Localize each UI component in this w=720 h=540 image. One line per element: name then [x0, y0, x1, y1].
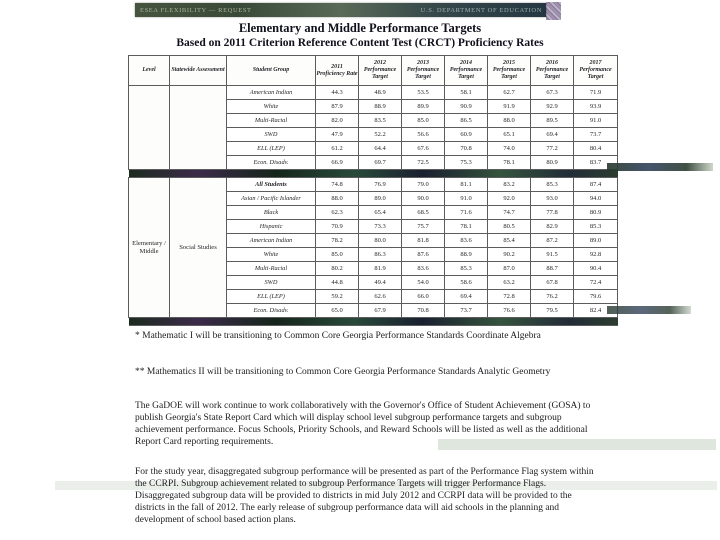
student-group-cell: White — [227, 248, 316, 262]
student-group-cell: ELL (LEP) — [227, 290, 316, 304]
value-cell: 66.9 — [316, 156, 359, 170]
value-cell: 82.9 — [531, 220, 574, 234]
column-header: 2012 Performance Target — [359, 56, 402, 86]
value-cell: 78.1 — [488, 156, 531, 170]
value-cell: 77.8 — [531, 206, 574, 220]
value-cell: 80.2 — [316, 262, 359, 276]
value-cell: 88.9 — [359, 100, 402, 114]
value-cell: 79.5 — [531, 304, 574, 318]
value-cell: 48.9 — [359, 86, 402, 100]
value-cell: 90.2 — [488, 248, 531, 262]
value-cell: 74.0 — [488, 142, 531, 156]
value-cell: 70.8 — [445, 142, 488, 156]
value-cell: 78.2 — [316, 234, 359, 248]
level-cell — [129, 86, 170, 170]
value-cell: 92.9 — [531, 100, 574, 114]
value-cell: 75.3 — [445, 156, 488, 170]
value-cell: 85.3 — [445, 262, 488, 276]
student-group-cell: White — [227, 100, 316, 114]
value-cell: 78.1 — [445, 220, 488, 234]
separator-band — [129, 318, 618, 326]
value-cell: 94.0 — [574, 192, 618, 206]
value-cell: 67.9 — [359, 304, 402, 318]
assessment-cell — [170, 86, 227, 170]
value-cell: 67.3 — [531, 86, 574, 100]
paragraph-gadoe-report-card: The GaDOE will work continue to work collaboratively with the Governor's Office of Student Achievement (GOSA) to publish Georgia's State Report Card which will display school level subgroup performance targets and subgroup achievement performance. Focus Schools, Priority Schools, and Reward Schools will be listed as well as the additional Report Card reporting requirements. — [135, 401, 591, 447]
value-cell: 70.9 — [316, 220, 359, 234]
value-cell: 52.2 — [359, 128, 402, 142]
assessment-cell: Social Studies — [170, 178, 227, 318]
value-cell: 79.0 — [402, 178, 445, 192]
scan-artifact-thumbnail — [546, 2, 561, 20]
value-cell: 87.0 — [488, 262, 531, 276]
value-cell: 85.3 — [574, 220, 618, 234]
level-cell: Elementary / Middle — [129, 178, 170, 318]
student-group-cell: Econ. Disadv. — [227, 304, 316, 318]
value-cell: 90.0 — [402, 192, 445, 206]
student-group-cell: Econ. Disadv. — [227, 156, 316, 170]
value-cell: 83.5 — [359, 114, 402, 128]
value-cell: 65.4 — [359, 206, 402, 220]
page-title — [0, 21, 720, 50]
value-cell: 47.9 — [316, 128, 359, 142]
header-right-text: U.S. DEPARTMENT OF EDUCATION — [420, 6, 542, 14]
paragraph-performance-flags: For the study year, disaggregated subgroup performance will be presented as part of the Performance Flag system within the CCRPI. Subgroup achievement related to subgroup Performance Targets will trigger Performance Flags. Disaggregated subgroup data will be provided to districts in mid July 2012 and CCRPI data will be provided to the districts in the fall of 2012. The early release of subgroup performance data will aid schools in the planning and development of school based action plans. — [135, 467, 594, 525]
value-cell: 63.2 — [488, 276, 531, 290]
value-cell: 82.4 — [574, 304, 618, 318]
value-cell: 88.0 — [488, 114, 531, 128]
value-cell: 80.5 — [488, 220, 531, 234]
value-cell: 44.8 — [316, 276, 359, 290]
student-group-cell: Hispanic — [227, 220, 316, 234]
student-group-cell: Multi-Racial — [227, 262, 316, 276]
value-cell: 73.7 — [445, 304, 488, 318]
value-cell: 74.8 — [316, 178, 359, 192]
page-title-line1: Elementary and Middle Performance Targets — [238, 21, 482, 35]
value-cell: 80.9 — [574, 206, 618, 220]
document-header-bar — [135, 3, 547, 17]
value-cell: 88.9 — [445, 248, 488, 262]
student-group-cell: SWD — [227, 128, 316, 142]
value-cell: 89.5 — [531, 114, 574, 128]
student-group-cell: American Indian — [227, 86, 316, 100]
column-header: Student Group — [227, 56, 316, 86]
student-group-cell: All Students — [227, 178, 316, 192]
value-cell: 73.3 — [359, 220, 402, 234]
value-cell: 83.6 — [445, 234, 488, 248]
table-body — [129, 86, 618, 326]
value-cell: 81.8 — [402, 234, 445, 248]
value-cell: 92.8 — [574, 248, 618, 262]
value-cell: 77.2 — [531, 142, 574, 156]
value-cell: 72.5 — [402, 156, 445, 170]
value-cell: 66.0 — [402, 290, 445, 304]
student-group-cell: Asian / Pacific Islander — [227, 192, 316, 206]
value-cell: 67.6 — [402, 142, 445, 156]
value-cell: 80.0 — [359, 234, 402, 248]
student-group-cell: Multi-Racial — [227, 114, 316, 128]
value-cell: 76.2 — [531, 290, 574, 304]
value-cell: 81.1 — [445, 178, 488, 192]
value-cell: 70.8 — [402, 304, 445, 318]
value-cell: 92.0 — [488, 192, 531, 206]
value-cell: 85.0 — [316, 248, 359, 262]
value-cell: 62.3 — [316, 206, 359, 220]
value-cell: 67.8 — [531, 276, 574, 290]
value-cell: 86.3 — [359, 248, 402, 262]
value-cell: 53.5 — [402, 86, 445, 100]
footnote-math1: * Mathematic I will be transitioning to Common Core Georgia Performance Standards Coordinate Algebra — [135, 331, 541, 341]
value-cell: 82.0 — [316, 114, 359, 128]
value-cell: 83.6 — [402, 262, 445, 276]
column-header: 2015 Performance Target — [488, 56, 531, 86]
student-group-cell: ELL (LEP) — [227, 142, 316, 156]
student-group-cell: SWD — [227, 276, 316, 290]
value-cell: 76.9 — [359, 178, 402, 192]
value-cell: 87.9 — [316, 100, 359, 114]
value-cell: 56.6 — [402, 128, 445, 142]
value-cell: 80.4 — [574, 142, 618, 156]
separator-band-overflow — [607, 306, 691, 314]
table-row — [129, 178, 618, 192]
value-cell: 62.6 — [359, 290, 402, 304]
value-cell: 93.0 — [531, 192, 574, 206]
value-cell: 85.4 — [488, 234, 531, 248]
value-cell: 74.7 — [488, 206, 531, 220]
value-cell: 58.6 — [445, 276, 488, 290]
separator-band — [129, 170, 618, 178]
value-cell: 76.6 — [488, 304, 531, 318]
column-header: 2016 Performance Target — [531, 56, 574, 86]
column-header: Level — [129, 56, 170, 86]
value-cell: 81.9 — [359, 262, 402, 276]
value-cell: 54.0 — [402, 276, 445, 290]
value-cell: 90.4 — [574, 262, 618, 276]
value-cell: 87.2 — [531, 234, 574, 248]
value-cell: 62.7 — [488, 86, 531, 100]
column-header: Statewide Assessment — [170, 56, 227, 86]
value-cell: 85.3 — [531, 178, 574, 192]
value-cell: 93.9 — [574, 100, 618, 114]
separator-band-overflow — [607, 163, 713, 171]
value-cell: 64.4 — [359, 142, 402, 156]
value-cell: 89.9 — [402, 100, 445, 114]
value-cell: 88.7 — [531, 262, 574, 276]
column-header: 2017 Performance Target — [574, 56, 618, 86]
table-header — [129, 56, 618, 86]
value-cell: 91.5 — [531, 248, 574, 262]
value-cell: 91.0 — [574, 114, 618, 128]
value-cell: 80.9 — [531, 156, 574, 170]
value-cell: 89.0 — [574, 234, 618, 248]
value-cell: 65.1 — [488, 128, 531, 142]
value-cell: 69.4 — [445, 290, 488, 304]
column-header: 2013 Performance Target — [402, 56, 445, 86]
value-cell: 83.7 — [574, 156, 618, 170]
header-left-text: ESEA FLEXIBILITY — REQUEST — [140, 6, 252, 14]
value-cell: 65.0 — [316, 304, 359, 318]
value-cell: 49.4 — [359, 276, 402, 290]
value-cell: 58.1 — [445, 86, 488, 100]
value-cell: 71.9 — [574, 86, 618, 100]
page-title-line2: Based on 2011 Criterion Reference Content Test (CRCT) Proficiency Rates — [176, 37, 544, 49]
value-cell: 68.5 — [402, 206, 445, 220]
value-cell: 72.8 — [488, 290, 531, 304]
value-cell: 75.7 — [402, 220, 445, 234]
value-cell: 90.9 — [445, 100, 488, 114]
value-cell: 91.9 — [488, 100, 531, 114]
value-cell: 87.6 — [402, 248, 445, 262]
value-cell: 85.0 — [402, 114, 445, 128]
column-header: 2011 Proficiency Rate — [316, 56, 359, 86]
value-cell: 87.4 — [574, 178, 618, 192]
value-cell: 60.9 — [445, 128, 488, 142]
value-cell: 73.7 — [574, 128, 618, 142]
performance-targets-table — [128, 55, 618, 326]
value-cell: 71.6 — [445, 206, 488, 220]
value-cell: 61.2 — [316, 142, 359, 156]
student-group-cell: Black — [227, 206, 316, 220]
value-cell: 69.7 — [359, 156, 402, 170]
footnote-math2: ** Mathematics II will be transitioning to Common Core Georgia Performance Standards Analytic Geometry — [135, 367, 551, 377]
value-cell: 59.2 — [316, 290, 359, 304]
value-cell: 91.0 — [445, 192, 488, 206]
value-cell: 83.2 — [488, 178, 531, 192]
table-row — [129, 86, 618, 100]
value-cell: 86.5 — [445, 114, 488, 128]
value-cell: 89.0 — [359, 192, 402, 206]
column-header: 2014 Performance Target — [445, 56, 488, 86]
value-cell: 88.0 — [316, 192, 359, 206]
value-cell: 72.4 — [574, 276, 618, 290]
student-group-cell: American Indian — [227, 234, 316, 248]
value-cell: 44.3 — [316, 86, 359, 100]
value-cell: 69.4 — [531, 128, 574, 142]
value-cell: 79.6 — [574, 290, 618, 304]
